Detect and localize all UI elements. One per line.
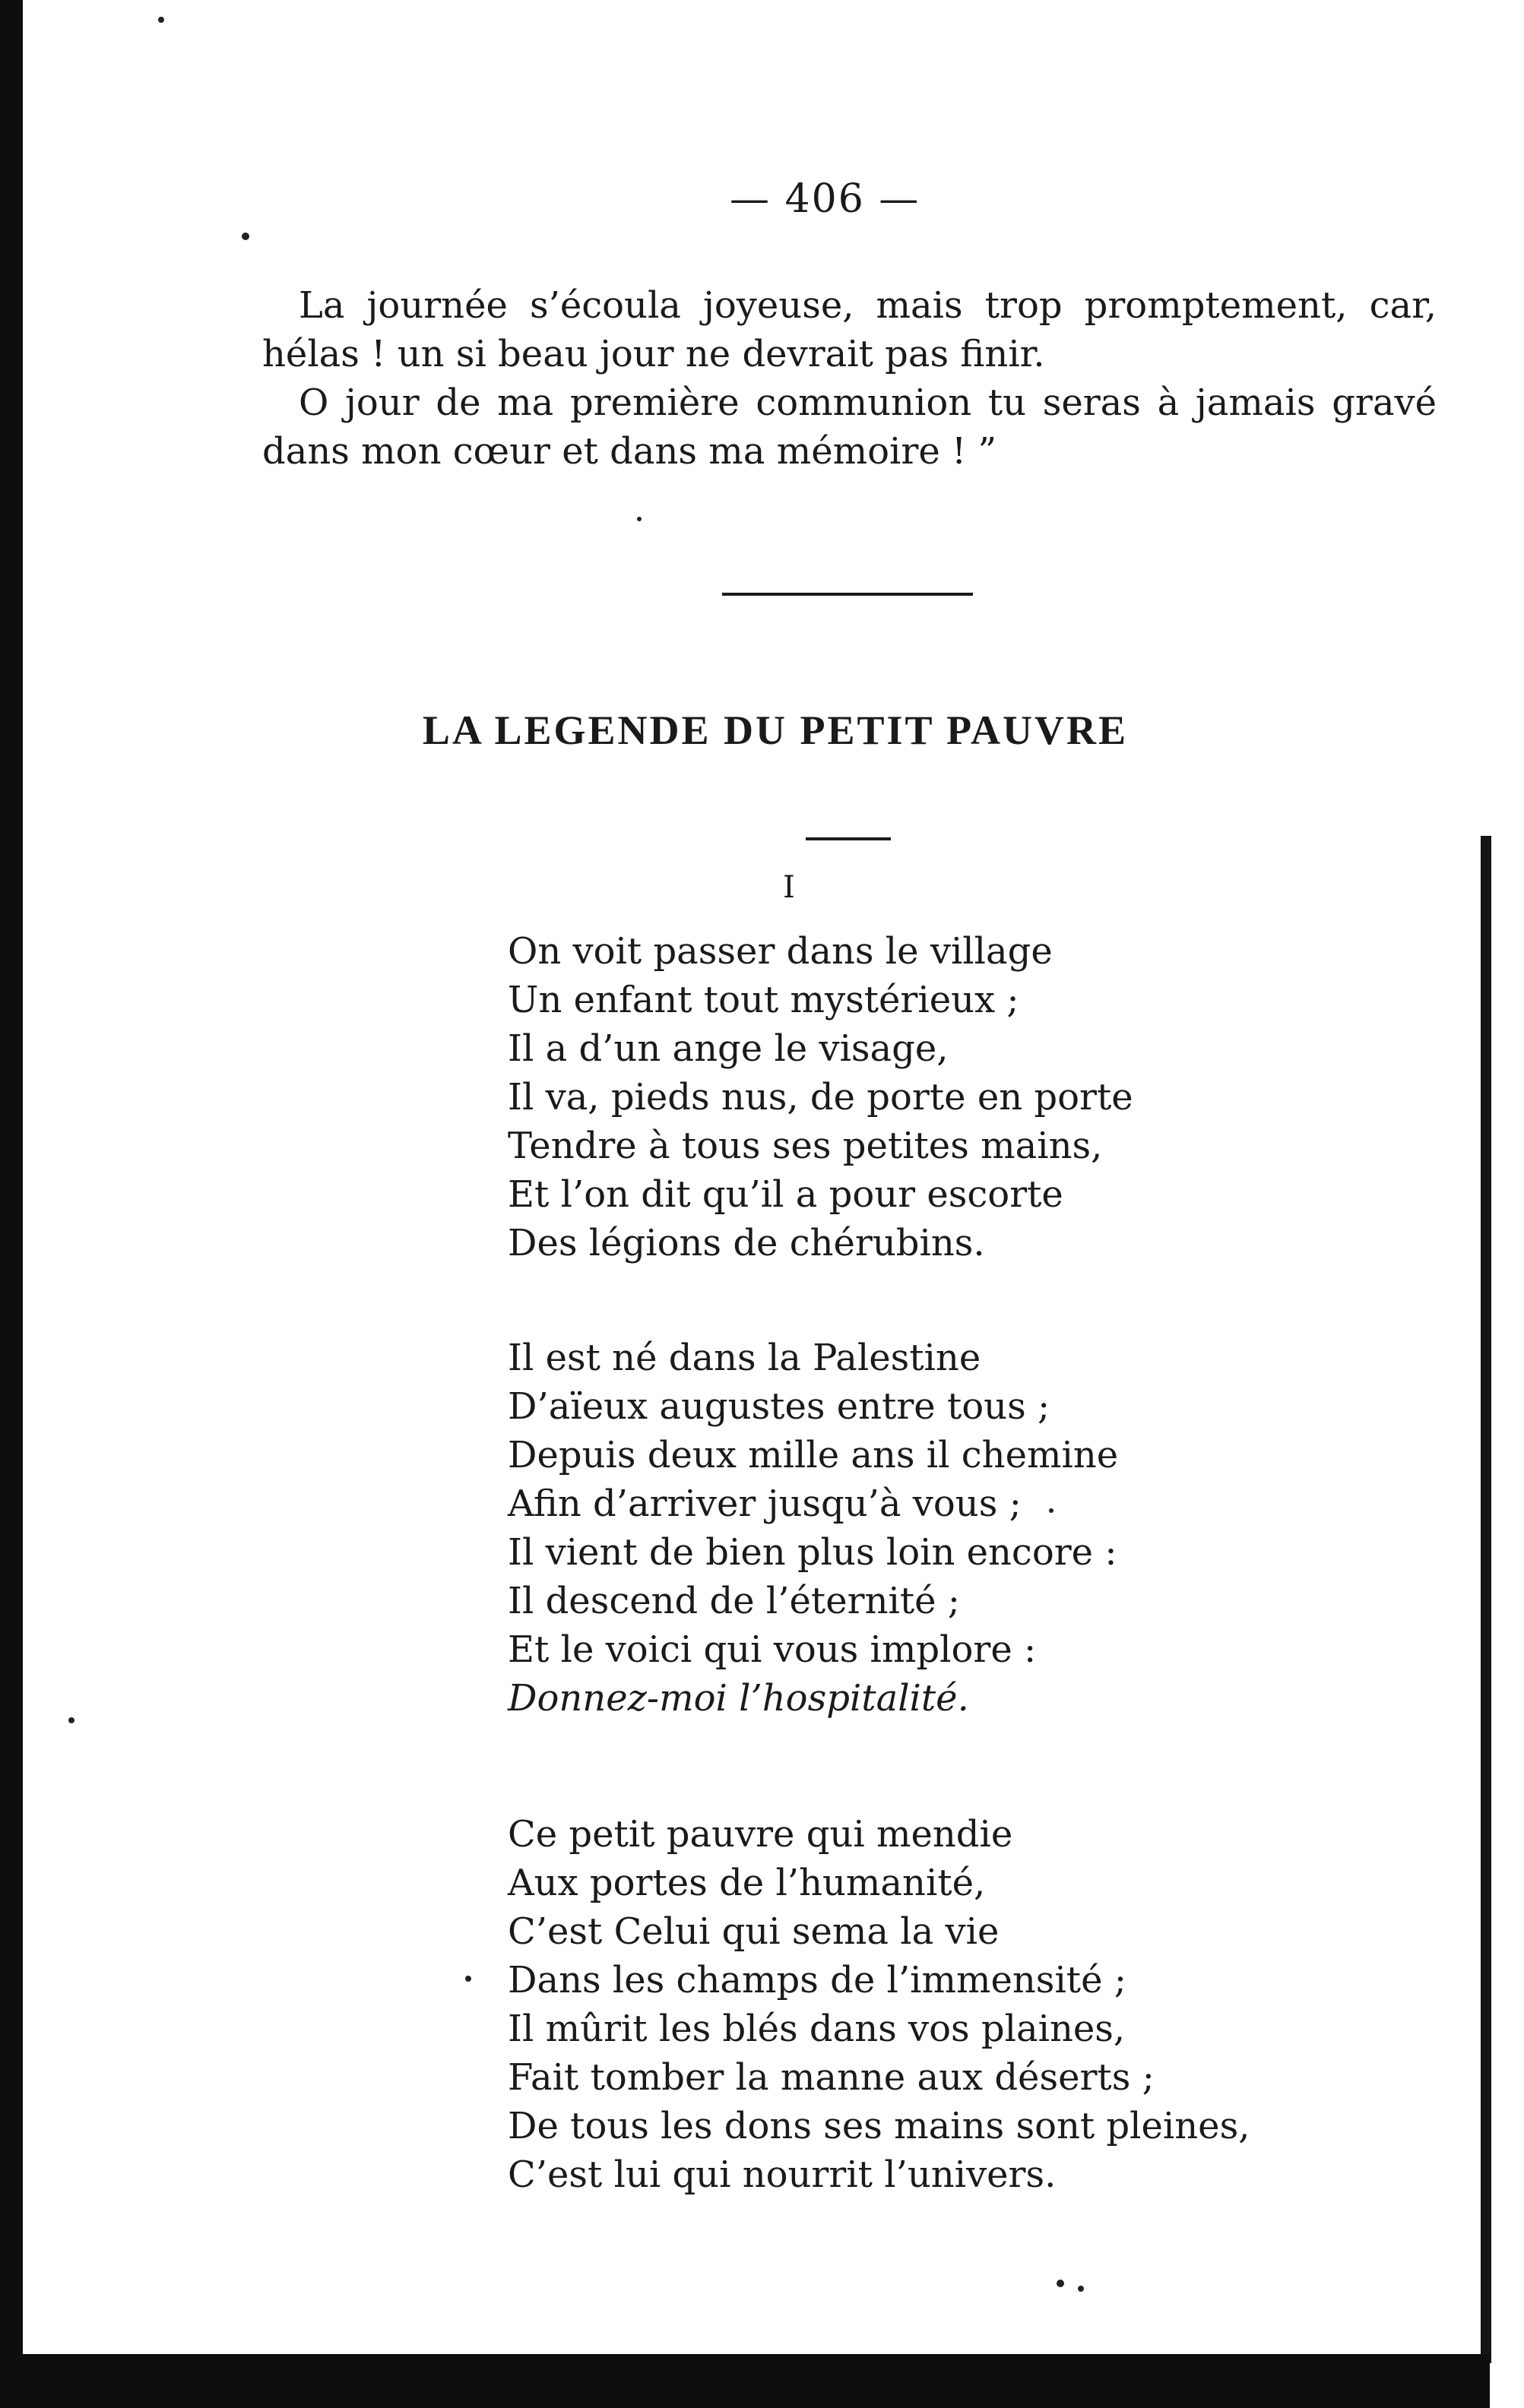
verse-line: D’aïeux augustes entre tous ;: [508, 1385, 1050, 1428]
stanza-2: [508, 1334, 1118, 1723]
stanza-3: [508, 1810, 1250, 2199]
scan-spine-edge: [0, 0, 23, 2408]
paragraph-text: O jour de ma première communion tu seras à jamais gravé dans mon cœur et dans ma mémoire ! ”: [262, 381, 1437, 473]
verse-line: Aux portes de l’humanité,: [508, 1862, 986, 1904]
verse-line: Et l’on dit qu’il a pour escorte: [508, 1173, 1063, 1216]
scan-speck: [242, 233, 249, 240]
verse-line: Il est né dans la Palestine: [508, 1337, 981, 1379]
verse-line: Un enfant tout mystérieux ;: [508, 979, 1019, 1021]
verse-line: On voit passer dans le village: [508, 930, 1053, 973]
section-divider: [722, 593, 973, 596]
verse-line: Il descend de l’éternité ;: [508, 1580, 960, 1622]
verse-line: Il va, pieds nus, de porte en porte: [508, 1076, 1133, 1119]
verse-line: Et le voici qui vous implore :: [508, 1628, 1037, 1671]
page-number: — 406 —: [730, 176, 920, 222]
scan-speck: [1057, 2280, 1064, 2287]
scan-speck: [68, 1717, 74, 1723]
verse-line: Il mûrit les blés dans vos plaines,: [508, 2008, 1126, 2050]
verse-line: C’est lui qui nourrit l’univers.: [508, 2153, 1057, 2196]
paragraph-text: La journée s’écoula joyeuse, mais trop promptement, car, hélas ! un si beau jour ne devrait pas finir.: [262, 284, 1437, 375]
scan-bottom-edge: [0, 2354, 1490, 2408]
verse-line: Il vient de bien plus loin encore :: [508, 1531, 1117, 1574]
scan-speck: [465, 1976, 471, 1982]
verse-line: Fait tomber la manne aux déserts ;: [508, 2056, 1155, 2099]
paragraph-2: [262, 378, 1437, 476]
verse-line: Dans les champs de l’immensité ;: [508, 1959, 1126, 2001]
title-underline: [806, 837, 891, 840]
section-number: I: [783, 870, 795, 905]
stanza-1: [508, 927, 1133, 1267]
verse-line: C’est Celui qui sema la vie: [508, 1910, 1000, 1953]
poem-title: LA LEGENDE DU PETIT PAUVRE: [422, 707, 1129, 753]
scan-speck: [1078, 2286, 1084, 2292]
verse-line: Des légions de chérubins.: [508, 1222, 985, 1264]
paragraph-1: [262, 281, 1437, 378]
scan-speck: [158, 17, 164, 23]
verse-line-italic: Donnez-moi l’hospitalité.: [508, 1677, 969, 1720]
verse-line: Il a d’un ange le visage,: [508, 1027, 949, 1070]
verse-line: Depuis deux mille ans il chemine: [508, 1434, 1119, 1476]
verse-line: Tendre à tous ses petites mains,: [508, 1125, 1103, 1167]
scan-speck: [1049, 1508, 1053, 1513]
verse-line: Ce petit pauvre qui mendie: [508, 1813, 1013, 1856]
scan-right-edge: [1481, 836, 1491, 2363]
verse-line: De tous les dons ses mains sont pleines,: [508, 2105, 1250, 2147]
scan-speck: [637, 517, 642, 521]
verse-line: Afin d’arriver jusqu’à vous ;: [508, 1482, 1022, 1525]
